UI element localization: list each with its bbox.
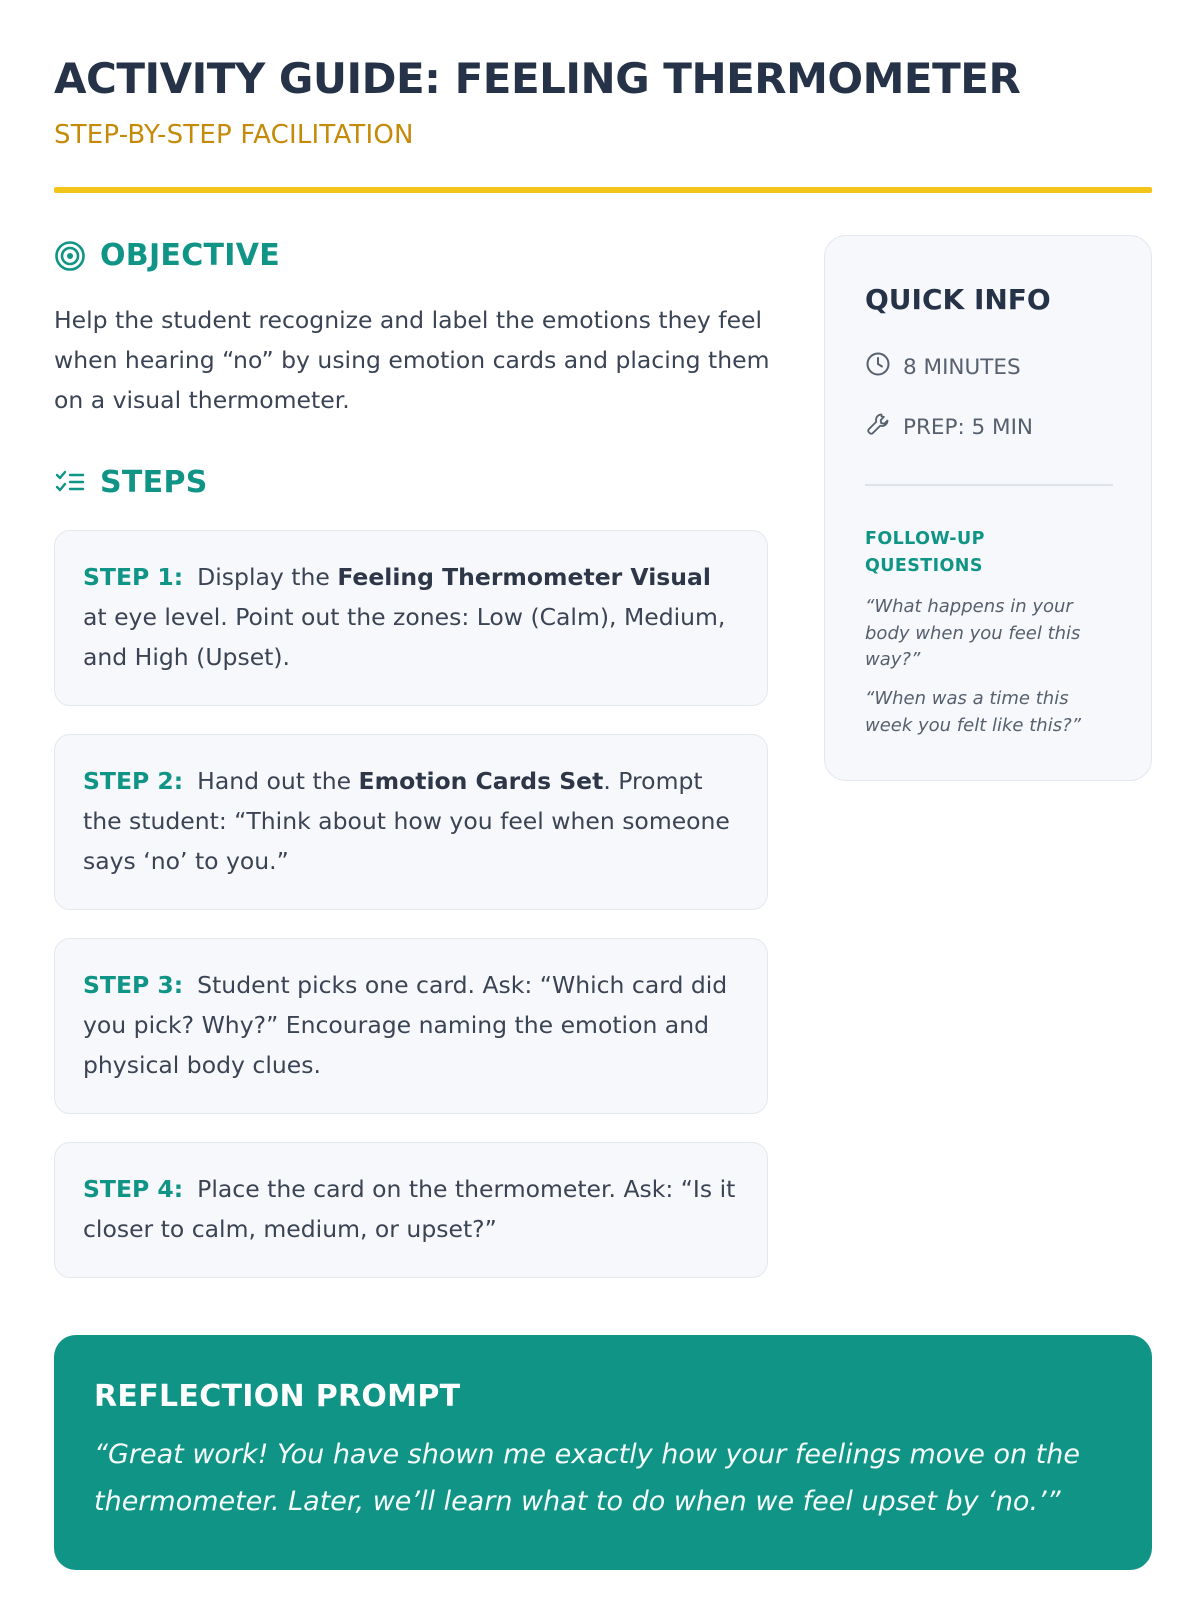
step-material: Feeling Thermometer Visual <box>337 563 711 591</box>
step-number: STEP 4: <box>83 1175 184 1203</box>
step-card-1 <box>54 530 768 706</box>
reflection-text: “Great work! You have shown me exactly how your feelings move on the thermometer. Later, we’ll learn what to do when we feel upset by ‘no.’” <box>94 1439 1080 1517</box>
prep-row <box>865 411 1033 443</box>
checklist-icon <box>54 467 86 499</box>
steps-heading-label: STEPS <box>100 465 208 500</box>
prep-text: PREP: 5 MIN <box>903 414 1034 440</box>
step-text: Student picks one card. Ask: “Which card did you pick? Why?” Encourage naming the emotion and physical body clues. <box>83 971 728 1079</box>
step-number: STEP 3: <box>83 971 184 999</box>
objective-text: Help the student recognize and label the emotions they feel when hearing “no” by using emotion cards and placing them on a visual thermometer. <box>54 306 770 414</box>
wrench-icon <box>865 411 891 443</box>
page-subtitle: STEP-BY-STEP FACILITATION <box>54 120 414 150</box>
info-divider <box>865 484 1113 486</box>
target-icon <box>54 240 86 272</box>
step-text: Hand out the <box>197 767 359 795</box>
step-number: STEP 2: <box>83 767 184 795</box>
reflection-panel <box>54 1335 1152 1570</box>
step-text-cont: at eye level. Point out the zones: Low (Calm), Medium, and High (Upset). <box>83 603 726 671</box>
step-material: Emotion Cards Set <box>358 767 604 795</box>
followup-title: FOLLOW-UP QUESTIONS <box>865 529 985 576</box>
reflection-title: REFLECTION PROMPT <box>94 1379 461 1414</box>
followup-question: “What happens in your body when you feel this way?” <box>865 596 1081 670</box>
quick-info-panel <box>824 235 1152 781</box>
step-text: Display the <box>197 563 338 591</box>
step-text-cont: . Prompt the student: “Think about how you feel when someone says ‘no’ to you.” <box>83 767 730 875</box>
step-card-3 <box>54 938 768 1114</box>
duration-text: 8 MINUTES <box>903 354 1021 380</box>
activity-guide-page <box>54 0 1152 1600</box>
page-title: ACTIVITY GUIDE: FEELING THERMOMETER <box>54 54 1021 103</box>
header-divider <box>54 187 1152 193</box>
step-card-4 <box>54 1142 768 1278</box>
clock-icon <box>865 351 891 383</box>
step-card-2 <box>54 734 768 910</box>
followup-question: “When was a time this week you felt like this?” <box>865 688 1081 736</box>
step-text: Place the card on the thermometer. Ask: “Is it closer to calm, medium, or upset?” <box>83 1175 736 1243</box>
steps-heading <box>54 465 208 500</box>
quick-info-title: QUICK INFO <box>865 283 1051 316</box>
step-number: STEP 1: <box>83 563 184 591</box>
objective-heading-label: OBJECTIVE <box>100 238 281 273</box>
objective-heading <box>54 238 280 273</box>
duration-row <box>865 351 1021 383</box>
